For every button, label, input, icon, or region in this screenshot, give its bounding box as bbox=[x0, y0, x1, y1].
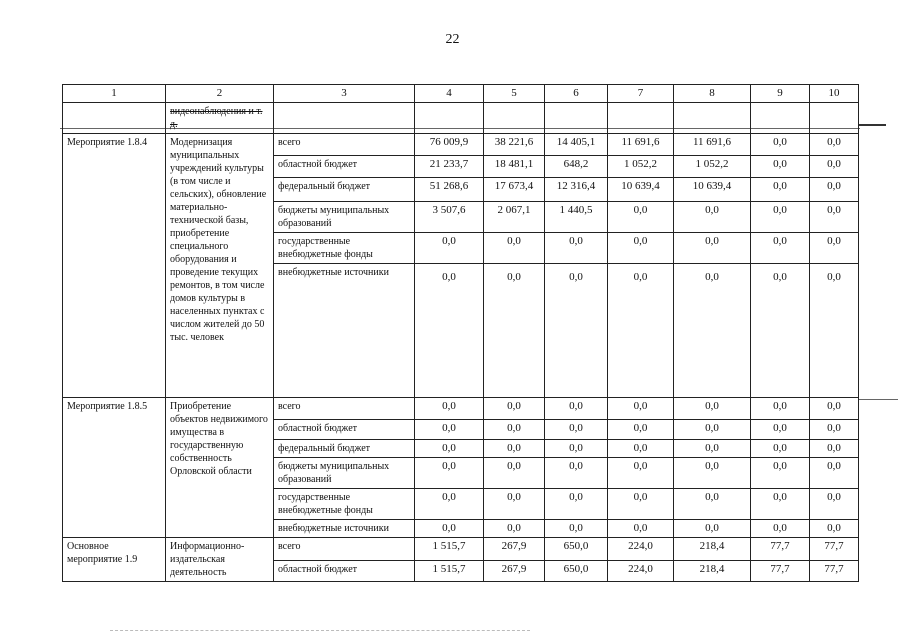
value-cell: 0,0 bbox=[751, 202, 810, 233]
value-cell: 21 233,7 bbox=[415, 156, 484, 178]
value-cell: 1 052,2 bbox=[674, 156, 751, 178]
table-row bbox=[63, 538, 859, 561]
measure-description: Приобретение объектов недвижимого имущества в государственную собственность Орловской области bbox=[166, 398, 274, 538]
value-cell: 267,9 bbox=[484, 561, 545, 582]
column-header: 5 bbox=[484, 85, 545, 103]
value-cell: 0,0 bbox=[545, 420, 608, 440]
value-cell: 77,7 bbox=[751, 538, 810, 561]
value-cell: 2 067,1 bbox=[484, 202, 545, 233]
value-cell: 0,0 bbox=[751, 264, 810, 398]
value-cell: 0,0 bbox=[674, 520, 751, 538]
value-cell: 218,4 bbox=[674, 561, 751, 582]
source-label: всего bbox=[274, 398, 415, 420]
measure-code: Мероприятие 1.8.5 bbox=[63, 398, 166, 538]
value-cell: 0,0 bbox=[810, 458, 859, 489]
value-cell: 3 507,6 bbox=[415, 202, 484, 233]
value-cell: 1 515,7 bbox=[415, 538, 484, 561]
table-row bbox=[63, 134, 859, 156]
source-label: федеральный бюджет bbox=[274, 440, 415, 458]
value-cell: 0,0 bbox=[751, 233, 810, 264]
source-label: всего bbox=[274, 538, 415, 561]
value-cell: 17 673,4 bbox=[484, 178, 545, 202]
value-cell: 0,0 bbox=[415, 420, 484, 440]
measure-code: Мероприятие 1.8.4 bbox=[63, 134, 166, 398]
source-label: государственные внебюджетные фонды bbox=[274, 489, 415, 520]
value-cell: 0,0 bbox=[608, 264, 674, 398]
empty-cell bbox=[674, 103, 751, 134]
value-cell: 38 221,6 bbox=[484, 134, 545, 156]
value-cell: 1 515,7 bbox=[415, 561, 484, 582]
column-header: 6 bbox=[545, 85, 608, 103]
measure-description: Модернизация муниципальных учреждений культуры (в том числе и сельских), обновление материально-технической базы, приобретение специального оборудования и проведение текущих ремонтов, в том числе домов культуры в населенных пунктах с числом жителей до 50 тыс. человек bbox=[166, 134, 274, 398]
value-cell: 12 316,4 bbox=[545, 178, 608, 202]
value-cell: 0,0 bbox=[415, 440, 484, 458]
empty-cell bbox=[415, 103, 484, 134]
value-cell: 0,0 bbox=[484, 458, 545, 489]
value-cell: 0,0 bbox=[415, 233, 484, 264]
empty-cell bbox=[63, 103, 166, 134]
value-cell: 11 691,6 bbox=[608, 134, 674, 156]
page-number: 22 bbox=[445, 32, 460, 47]
value-cell: 0,0 bbox=[674, 458, 751, 489]
value-cell: 0,0 bbox=[674, 420, 751, 440]
measure-description: Информационно-издательская деятельность bbox=[166, 538, 274, 582]
value-cell: 0,0 bbox=[545, 489, 608, 520]
value-cell: 648,2 bbox=[545, 156, 608, 178]
value-cell: 0,0 bbox=[545, 264, 608, 398]
value-cell: 10 639,4 bbox=[674, 178, 751, 202]
value-cell: 224,0 bbox=[608, 538, 674, 561]
value-cell: 77,7 bbox=[810, 561, 859, 582]
value-cell: 0,0 bbox=[415, 398, 484, 420]
column-header: 2 bbox=[166, 85, 274, 103]
value-cell: 0,0 bbox=[415, 489, 484, 520]
continuation-text: видеонаблюдения и т. д. bbox=[166, 103, 274, 134]
value-cell: 0,0 bbox=[751, 440, 810, 458]
value-cell: 0,0 bbox=[484, 489, 545, 520]
empty-cell bbox=[274, 103, 415, 134]
value-cell: 0,0 bbox=[751, 178, 810, 202]
value-cell: 0,0 bbox=[545, 398, 608, 420]
value-cell: 0,0 bbox=[674, 398, 751, 420]
value-cell: 0,0 bbox=[751, 420, 810, 440]
empty-cell bbox=[608, 103, 674, 134]
value-cell: 51 268,6 bbox=[415, 178, 484, 202]
value-cell: 0,0 bbox=[810, 264, 859, 398]
value-cell: 0,0 bbox=[810, 398, 859, 420]
value-cell: 0,0 bbox=[545, 233, 608, 264]
value-cell: 0,0 bbox=[484, 520, 545, 538]
value-cell: 77,7 bbox=[810, 538, 859, 561]
value-cell: 0,0 bbox=[810, 420, 859, 440]
value-cell: 11 691,6 bbox=[674, 134, 751, 156]
value-cell: 0,0 bbox=[751, 489, 810, 520]
value-cell: 0,0 bbox=[484, 420, 545, 440]
value-cell: 0,0 bbox=[484, 440, 545, 458]
value-cell: 0,0 bbox=[484, 264, 545, 398]
value-cell: 0,0 bbox=[545, 458, 608, 489]
value-cell: 1 440,5 bbox=[545, 202, 608, 233]
column-header: 9 bbox=[751, 85, 810, 103]
empty-cell bbox=[810, 103, 859, 134]
value-cell: 0,0 bbox=[415, 458, 484, 489]
value-cell: 0,0 bbox=[810, 178, 859, 202]
value-cell: 0,0 bbox=[674, 489, 751, 520]
value-cell: 0,0 bbox=[810, 440, 859, 458]
source-label: областной бюджет bbox=[274, 561, 415, 582]
value-cell: 0,0 bbox=[810, 489, 859, 520]
scan-noise bbox=[110, 630, 530, 632]
value-cell: 0,0 bbox=[751, 520, 810, 538]
source-label: бюджеты муниципальных образований bbox=[274, 202, 415, 233]
value-cell: 0,0 bbox=[674, 264, 751, 398]
column-header: 1 bbox=[63, 85, 166, 103]
value-cell: 0,0 bbox=[415, 264, 484, 398]
scan-mark bbox=[858, 124, 886, 126]
empty-cell bbox=[484, 103, 545, 134]
column-header: 7 bbox=[608, 85, 674, 103]
value-cell: 0,0 bbox=[608, 520, 674, 538]
value-cell: 0,0 bbox=[810, 134, 859, 156]
value-cell: 0,0 bbox=[810, 233, 859, 264]
budget-table bbox=[62, 84, 859, 582]
value-cell: 14 405,1 bbox=[545, 134, 608, 156]
empty-cell bbox=[751, 103, 810, 134]
source-label: внебюджетные источники bbox=[274, 264, 415, 398]
value-cell: 0,0 bbox=[415, 520, 484, 538]
source-label: бюджеты муниципальных образований bbox=[274, 458, 415, 489]
value-cell: 0,0 bbox=[484, 233, 545, 264]
value-cell: 77,7 bbox=[751, 561, 810, 582]
source-label: внебюджетные источники bbox=[274, 520, 415, 538]
value-cell: 0,0 bbox=[608, 202, 674, 233]
source-label: областной бюджет bbox=[274, 156, 415, 178]
value-cell: 76 009,9 bbox=[415, 134, 484, 156]
column-header: 8 bbox=[674, 85, 751, 103]
value-cell: 0,0 bbox=[608, 398, 674, 420]
value-cell: 0,0 bbox=[545, 440, 608, 458]
value-cell: 218,4 bbox=[674, 538, 751, 561]
value-cell: 0,0 bbox=[751, 398, 810, 420]
header-row bbox=[63, 85, 859, 103]
source-label: всего bbox=[274, 134, 415, 156]
value-cell: 0,0 bbox=[608, 420, 674, 440]
value-cell: 1 052,2 bbox=[608, 156, 674, 178]
column-header: 4 bbox=[415, 85, 484, 103]
value-cell: 0,0 bbox=[608, 233, 674, 264]
value-cell: 0,0 bbox=[674, 202, 751, 233]
value-cell: 267,9 bbox=[484, 538, 545, 561]
value-cell: 10 639,4 bbox=[608, 178, 674, 202]
source-label: областной бюджет bbox=[274, 420, 415, 440]
column-header: 3 bbox=[274, 85, 415, 103]
value-cell: 18 481,1 bbox=[484, 156, 545, 178]
value-cell: 0,0 bbox=[751, 134, 810, 156]
scan-line bbox=[858, 399, 898, 400]
value-cell: 0,0 bbox=[810, 520, 859, 538]
value-cell: 0,0 bbox=[608, 489, 674, 520]
empty-cell bbox=[545, 103, 608, 134]
column-header: 10 bbox=[810, 85, 859, 103]
source-label: государственные внебюджетные фонды bbox=[274, 233, 415, 264]
table-row bbox=[63, 398, 859, 420]
source-label: федеральный бюджет bbox=[274, 178, 415, 202]
value-cell: 0,0 bbox=[751, 156, 810, 178]
value-cell: 0,0 bbox=[674, 440, 751, 458]
value-cell: 224,0 bbox=[608, 561, 674, 582]
value-cell: 0,0 bbox=[545, 520, 608, 538]
value-cell: 0,0 bbox=[608, 458, 674, 489]
value-cell: 0,0 bbox=[751, 458, 810, 489]
value-cell: 0,0 bbox=[674, 233, 751, 264]
value-cell: 0,0 bbox=[484, 398, 545, 420]
value-cell: 650,0 bbox=[545, 538, 608, 561]
value-cell: 0,0 bbox=[608, 440, 674, 458]
measure-code: Основное мероприятие 1.9 bbox=[63, 538, 166, 582]
value-cell: 650,0 bbox=[545, 561, 608, 582]
value-cell: 0,0 bbox=[810, 202, 859, 233]
continuation-row bbox=[63, 103, 859, 134]
value-cell: 0,0 bbox=[810, 156, 859, 178]
